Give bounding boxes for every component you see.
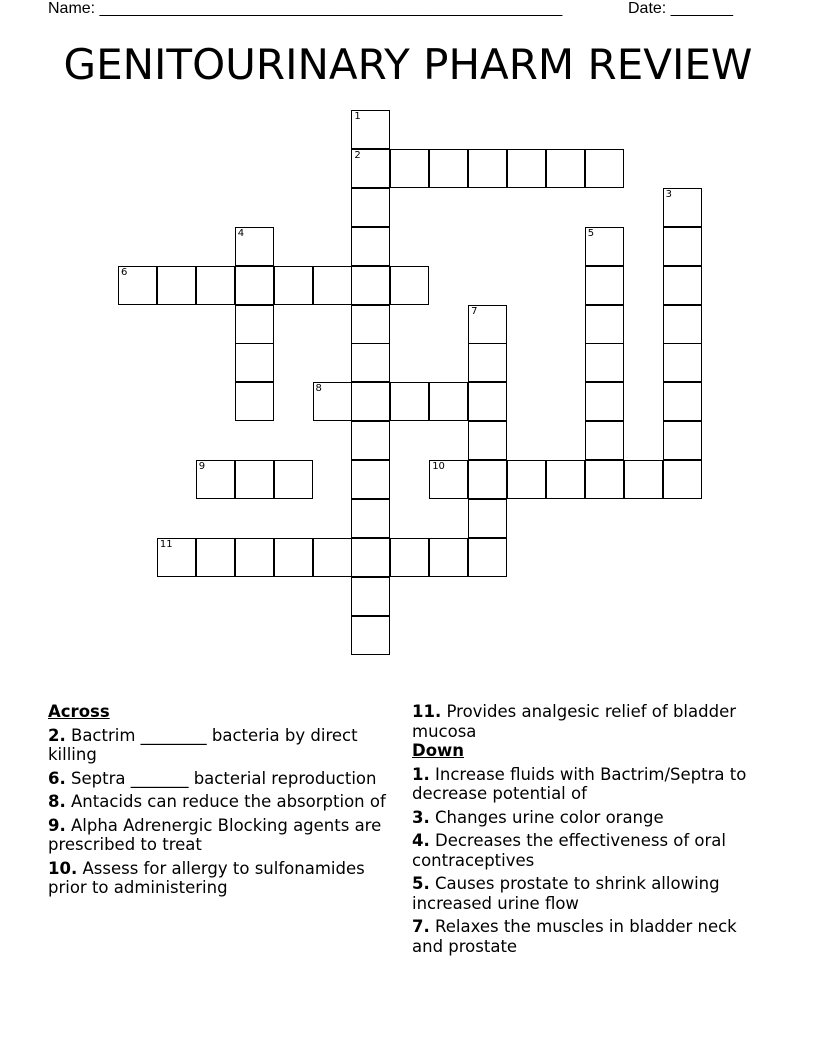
date-field[interactable]: Date: _______ bbox=[628, 0, 733, 17]
page-title: GENITOURINARY PHARM REVIEW bbox=[63, 40, 753, 89]
grid-cell[interactable] bbox=[351, 538, 390, 577]
grid-cell[interactable] bbox=[585, 227, 624, 266]
clue-number-label: 5 bbox=[587, 227, 595, 239]
clue-number: 4. bbox=[412, 831, 430, 850]
clue-down-4 bbox=[412, 831, 772, 870]
clue-number-label: 11 bbox=[159, 538, 173, 550]
clue-number: 9. bbox=[48, 815, 66, 835]
grid-cell[interactable] bbox=[196, 266, 235, 305]
clue-text: Septra _______ bacterial reproduction bbox=[71, 768, 377, 788]
grid-cell[interactable] bbox=[196, 460, 235, 499]
grid-cell[interactable] bbox=[468, 305, 507, 344]
grid-cell[interactable] bbox=[351, 266, 390, 305]
across-heading: Across bbox=[48, 702, 110, 721]
grid-cell[interactable] bbox=[585, 266, 624, 305]
grid-cell[interactable] bbox=[313, 266, 352, 305]
grid-cell[interactable] bbox=[274, 460, 313, 499]
grid-cell[interactable] bbox=[468, 149, 507, 188]
clue-down-7 bbox=[412, 917, 772, 956]
grid-cell[interactable] bbox=[351, 343, 390, 382]
grid-cell[interactable] bbox=[157, 538, 196, 577]
grid-cell[interactable] bbox=[546, 149, 585, 188]
clues-left-column bbox=[48, 702, 393, 902]
grid-cell[interactable] bbox=[429, 538, 468, 577]
clue-number-label: 1 bbox=[354, 111, 361, 122]
clue-text: Alpha Adrenergic Blocking agents are prescribed to treat bbox=[48, 815, 382, 854]
grid-cell[interactable] bbox=[585, 460, 624, 499]
clue-across-6 bbox=[48, 769, 393, 789]
grid-cell[interactable] bbox=[351, 382, 390, 421]
grid-cell[interactable] bbox=[390, 266, 429, 305]
clue-number: 1. bbox=[412, 764, 430, 784]
clue-number: 5. bbox=[412, 874, 430, 893]
grid-cell[interactable] bbox=[468, 538, 507, 577]
clue-text: Provides analgesic relief of bladder mucosa bbox=[412, 702, 737, 741]
grid-cell[interactable] bbox=[351, 305, 390, 344]
name-field[interactable]: Name: ____________________________________________________ bbox=[48, 0, 563, 17]
clue-text: Relaxes the muscles in bladder neck and prostate bbox=[412, 917, 737, 956]
grid-cell[interactable] bbox=[663, 421, 702, 460]
grid-cell[interactable] bbox=[663, 343, 702, 382]
grid-cell[interactable] bbox=[351, 110, 390, 149]
grid-cell[interactable] bbox=[235, 305, 274, 344]
grid-cell[interactable] bbox=[351, 460, 390, 499]
grid-cell[interactable] bbox=[663, 382, 702, 421]
clue-number: 2. bbox=[48, 725, 66, 745]
clue-number-label: 8 bbox=[315, 383, 322, 395]
grid-cell[interactable] bbox=[118, 266, 157, 305]
grid-cell[interactable] bbox=[663, 305, 702, 344]
grid-cell[interactable] bbox=[390, 538, 429, 577]
grid-cell[interactable] bbox=[351, 421, 390, 460]
clues-right-column bbox=[412, 702, 772, 960]
grid-cell[interactable] bbox=[351, 227, 390, 266]
grid-cell[interactable] bbox=[429, 460, 468, 499]
clue-across-10 bbox=[48, 859, 393, 898]
clue-text: Antacids can reduce the absorption of bbox=[71, 792, 386, 811]
grid-cell[interactable] bbox=[235, 538, 274, 577]
grid-cell[interactable] bbox=[585, 305, 624, 344]
grid-cell[interactable] bbox=[313, 382, 352, 421]
clue-number: 6. bbox=[48, 768, 66, 788]
clue-down-1 bbox=[412, 765, 772, 804]
clue-text: Changes urine color orange bbox=[435, 807, 664, 827]
grid-cell[interactable] bbox=[351, 499, 390, 538]
clue-number-label: 6 bbox=[121, 266, 128, 278]
grid-cell[interactable] bbox=[429, 149, 468, 188]
clue-number-label: 9 bbox=[198, 461, 206, 473]
grid-cell[interactable] bbox=[196, 538, 235, 577]
clue-text: Increase fluids with Bactrim/Septra to decrease potential of bbox=[412, 764, 747, 803]
clue-number-label: 7 bbox=[471, 305, 478, 317]
grid-cell[interactable] bbox=[235, 227, 274, 266]
clue-number-label: 2 bbox=[354, 149, 361, 161]
grid-cell[interactable] bbox=[624, 460, 663, 499]
clue-number: 8. bbox=[48, 792, 66, 811]
grid-cell[interactable] bbox=[390, 382, 429, 421]
grid-cell[interactable] bbox=[663, 227, 702, 266]
grid-cell[interactable] bbox=[274, 266, 313, 305]
grid-cell[interactable] bbox=[351, 577, 390, 616]
clue-text: Assess for allergy to sulfonamides prior to administering bbox=[48, 858, 365, 897]
clue-number-label: 10 bbox=[432, 461, 445, 473]
clue-across-8 bbox=[48, 792, 393, 812]
grid-cell[interactable] bbox=[351, 616, 390, 655]
grid-cell[interactable] bbox=[235, 460, 274, 499]
grid-cell[interactable] bbox=[663, 188, 702, 227]
grid-cell[interactable] bbox=[351, 188, 390, 227]
grid-cell[interactable] bbox=[585, 421, 624, 460]
clue-number: 3. bbox=[412, 807, 430, 827]
grid-cell[interactable] bbox=[546, 460, 585, 499]
clue-number: 7. bbox=[412, 917, 430, 936]
clue-number: 10. bbox=[48, 858, 78, 878]
grid-cell[interactable] bbox=[468, 460, 507, 499]
clue-down-3 bbox=[412, 808, 772, 828]
clue-number-label: 3 bbox=[665, 188, 672, 200]
grid-cell[interactable] bbox=[507, 460, 546, 499]
grid-cell[interactable] bbox=[468, 421, 507, 460]
clue-number: 11. bbox=[412, 702, 442, 721]
grid-cell[interactable] bbox=[274, 538, 313, 577]
grid-cell[interactable] bbox=[429, 382, 468, 421]
grid-cell[interactable] bbox=[351, 149, 390, 188]
grid-cell[interactable] bbox=[235, 382, 274, 421]
grid-cell[interactable] bbox=[585, 382, 624, 421]
grid-cell[interactable] bbox=[390, 149, 429, 188]
grid-cell[interactable] bbox=[468, 382, 507, 421]
grid-cell[interactable] bbox=[468, 343, 507, 382]
clue-across-2 bbox=[48, 726, 393, 765]
grid-cell[interactable] bbox=[468, 499, 507, 538]
grid-cell[interactable] bbox=[507, 149, 546, 188]
clue-across-11 bbox=[412, 702, 772, 741]
grid-cell[interactable] bbox=[663, 266, 702, 305]
clue-text: Causes prostate to shrink allowing increased urine flow bbox=[412, 874, 720, 913]
grid-cell[interactable] bbox=[157, 266, 196, 305]
clue-text: Bactrim ________ bacteria by direct killing bbox=[48, 725, 358, 764]
clue-across-9 bbox=[48, 816, 393, 855]
grid-cell[interactable] bbox=[585, 343, 624, 382]
grid-cell[interactable] bbox=[235, 343, 274, 382]
clue-down-5 bbox=[412, 874, 772, 913]
grid-cell[interactable] bbox=[585, 149, 624, 188]
grid-cell[interactable] bbox=[663, 460, 702, 499]
clue-text: Decreases the effectiveness of oral contraceptives bbox=[412, 831, 727, 870]
clue-number-label: 4 bbox=[237, 227, 245, 239]
grid-cell[interactable] bbox=[313, 538, 352, 577]
down-heading: Down bbox=[412, 741, 465, 760]
grid-cell[interactable] bbox=[235, 266, 274, 305]
